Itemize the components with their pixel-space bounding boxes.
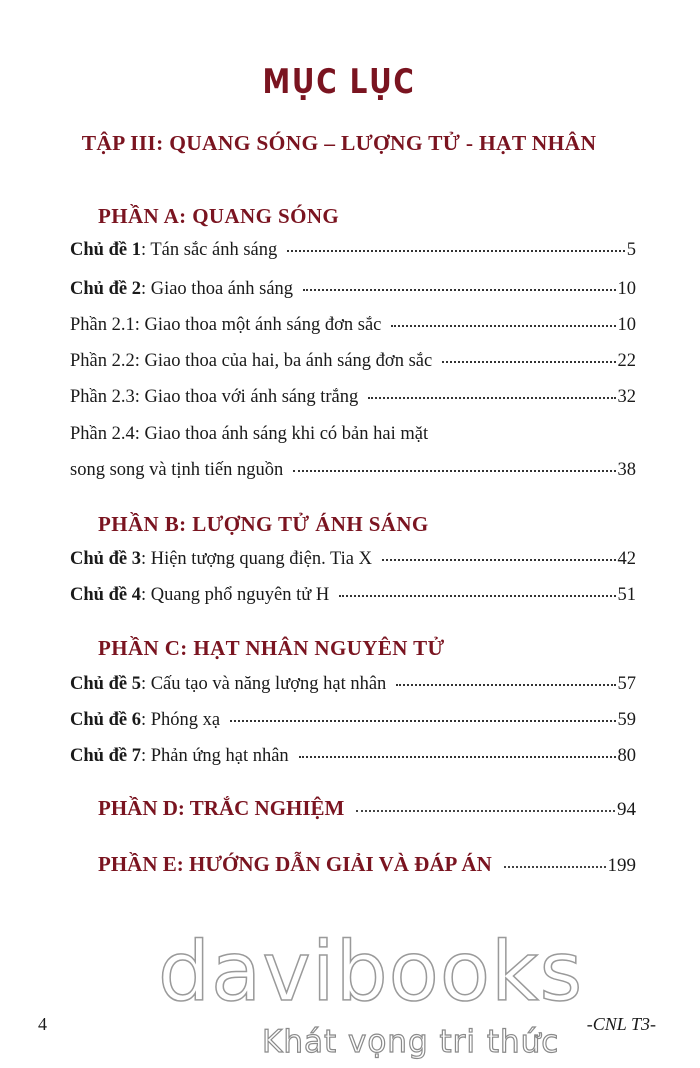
dot-leader [396, 678, 615, 686]
entry-label: Chủ đề 3 [70, 549, 141, 569]
toc-entry [70, 424, 636, 450]
toc-entry [70, 746, 636, 772]
toc-entry [70, 387, 636, 413]
dot-leader [368, 391, 615, 399]
dot-leader [391, 319, 615, 327]
footer-code: -CNL T3- [586, 1014, 656, 1034]
entry-page: 22 [617, 351, 636, 371]
entry-page: 32 [617, 387, 636, 407]
entry-label: Chủ đề 2 [70, 279, 141, 299]
toc-entry [70, 315, 636, 341]
watermark-brand: davibooks [158, 925, 584, 1020]
entry-title: : Tán sắc ánh sáng [140, 240, 278, 260]
page-number: 4 [38, 1014, 47, 1034]
dot-leader [299, 750, 616, 758]
part-d-entry [98, 796, 636, 822]
entry-title: Phần 2.3: Giao thoa với ánh sáng trắng [70, 387, 359, 407]
toc-entry [70, 710, 636, 736]
dot-leader [287, 244, 624, 252]
entry-page: 42 [617, 549, 636, 569]
entry-label: Chủ đề 1 [70, 240, 141, 260]
entry-page: 80 [617, 746, 636, 766]
dot-leader [442, 355, 615, 363]
dot-leader [382, 553, 616, 561]
dot-leader [504, 860, 606, 868]
entry-label: Chủ đề 7 [70, 746, 141, 766]
part-d-heading: PHẦN D: TRẮC NGHIỆM [98, 796, 345, 820]
part-e-entry [98, 852, 636, 878]
entry-page: 94 [617, 799, 636, 820]
volume-subtitle: TẬP III: QUANG SÓNG – LƯỢNG TỬ - HẠT NHÂN [81, 131, 597, 155]
dot-leader [230, 714, 615, 722]
toc-entry [70, 674, 636, 700]
toc-entry [70, 240, 636, 266]
entry-label: Chủ đề 4 [70, 585, 141, 605]
page-title: MỤC LỤC [262, 62, 416, 102]
part-b-heading: PHẦN B: LƯỢNG TỬ ÁNH SÁNG [98, 512, 429, 536]
entry-page: 57 [617, 674, 636, 694]
entry-title: : Quang phổ nguyên tử H [140, 585, 330, 605]
dot-leader [293, 464, 615, 472]
entry-title: Phần 2.1: Giao thoa một ánh sáng đơn sắc [70, 315, 382, 335]
entry-label: Chủ đề 6 [70, 710, 141, 730]
part-a-heading: PHẦN A: QUANG SÓNG [98, 204, 340, 228]
entry-page: 38 [617, 460, 636, 480]
entry-title: Phần 2.4: Giao thoa ánh sáng khi có bản hai mặt [70, 424, 429, 444]
toc-entry [70, 279, 636, 305]
entry-title: : Giao thoa ánh sáng [140, 279, 294, 299]
toc-entry [70, 460, 636, 486]
entry-page: 10 [617, 315, 636, 335]
part-c-heading: PHẦN C: HẠT NHÂN NGUYÊN TỬ [98, 636, 445, 660]
toc-entry [70, 585, 636, 611]
entry-page: 51 [617, 585, 636, 605]
toc-entry [70, 351, 636, 377]
entry-page: 5 [626, 240, 636, 260]
dot-leader [303, 283, 615, 291]
dot-leader [356, 804, 615, 812]
entry-title: : Phản ứng hạt nhân [140, 746, 289, 766]
part-e-heading: PHẦN E: HƯỚNG DẪN GIẢI VÀ ĐÁP ÁN [98, 852, 492, 876]
entry-title: song song và tịnh tiến nguồn [70, 460, 284, 480]
entry-title: : Phóng xạ [140, 710, 221, 730]
entry-title: : Hiện tượng quang điện. Tia X [140, 549, 372, 569]
toc-entry [70, 549, 636, 575]
entry-title: Phần 2.2: Giao thoa của hai, ba ánh sáng đơn sắc [70, 351, 433, 371]
entry-page: 10 [617, 279, 636, 299]
entry-label: Chủ đề 5 [70, 674, 141, 694]
dot-leader [339, 589, 615, 597]
entry-page: 199 [607, 855, 636, 876]
entry-title: : Cấu tạo và năng lượng hạt nhân [140, 674, 387, 694]
entry-page: 59 [617, 710, 636, 730]
watermark-slogan: Khát vọng tri thức [262, 1024, 560, 1060]
